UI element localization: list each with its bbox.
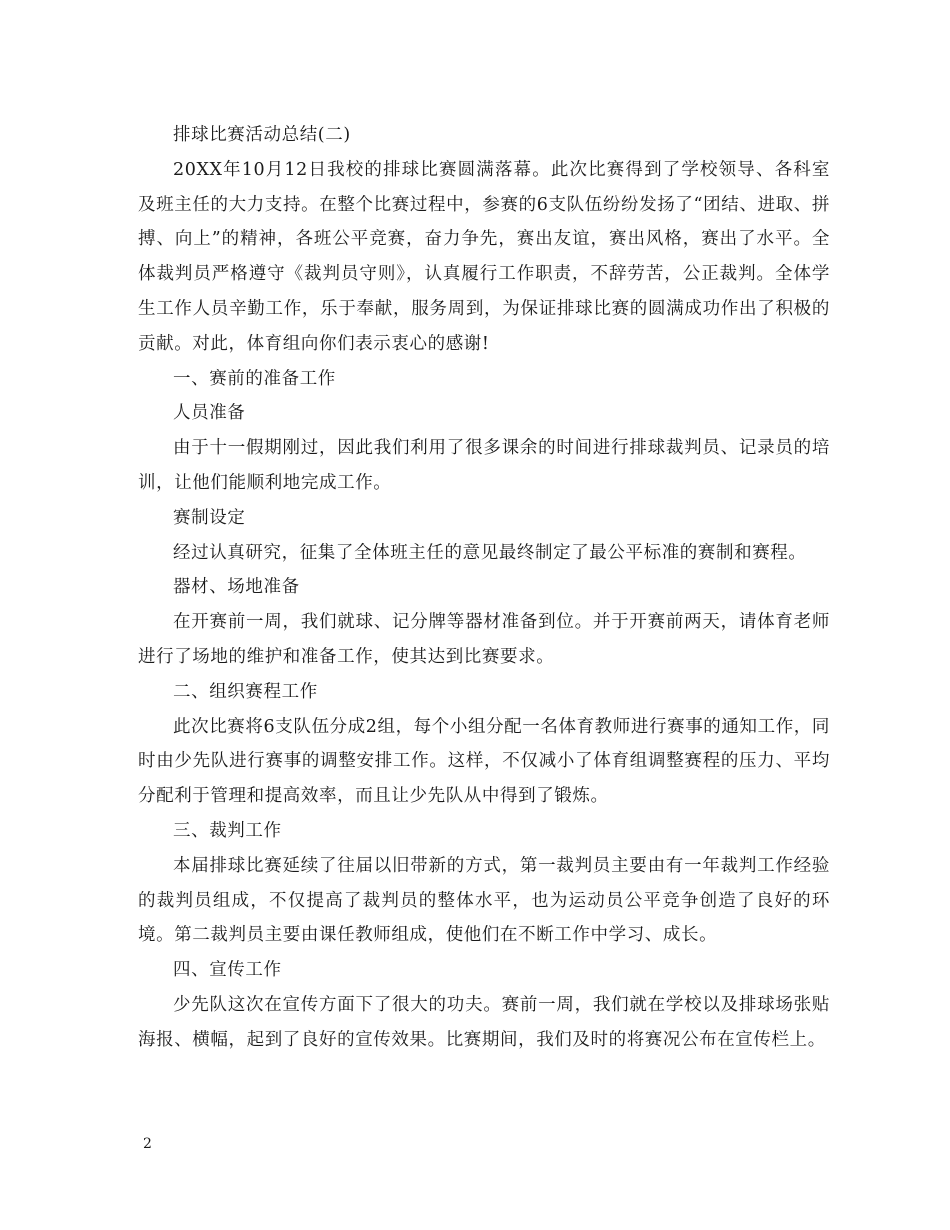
personnel-paragraph: 由于十一假期刚过，因此我们利用了很多课余的时间进行排球裁判员、记录员的培训，让他们能顺利地完成工作。 (138, 438, 830, 493)
intro-paragraph: 20XX年10月12日我校的排球比赛圆满落幕。此次比赛得到了学校领导、各科室及班主任的大力支持。在整个比赛过程中，参赛的6支队伍纷纷发扬了“团结、进取、拼搏、向上”的精神，各班公平竞赛，奋力争先，赛出友谊，赛出风格，赛出了水平。全体裁判员严格遵守《裁判员守则》，认真履行工作职责，不辞劳苦，公正裁判。全体学生工作人员辛勤工作，乐于奉献，服务周到，为保证排球比赛的圆满成功作出了积极的贡献。对此，体育组向你们表示衷心的感谢! (138, 159, 830, 354)
section-heading-preparation: 一、赛前的准备工作 (173, 368, 336, 389)
section-heading-referee: 三、裁判工作 (173, 820, 282, 841)
section-heading-publicity: 四、宣传工作 (173, 960, 282, 981)
subheading-equipment: 器材、场地准备 (173, 577, 300, 598)
equipment-paragraph: 在开赛前一周，我们就球、记分牌等器材准备到位。并于开赛前两天，请体育老师进行了场地的维护和准备工作，使其达到比赛要求。 (138, 612, 830, 667)
document-title: 排球比赛活动总结(二) (173, 125, 351, 145)
subheading-personnel: 人员准备 (173, 403, 246, 424)
referee-paragraph: 本届排球比赛延续了往届以旧带新的方式，第一裁判员主要由有一年裁判工作经验的裁判员组成，不仅提高了裁判员的整体水平，也为运动员公平竞争创造了良好的环境。第二裁判员主要由课任教师组成，使他们在不断工作中学习、成长。 (138, 855, 830, 946)
publicity-paragraph: 少先队这次在宣传方面下了很大的功夫。赛前一周，我们就在学校以及排球场张贴海报、横幅，起到了良好的宣传效果。比赛期间，我们及时的将赛况公布在宣传栏上。 (138, 994, 830, 1050)
format-paragraph: 经过认真研究，征集了全体班主任的意见最终制定了最公平标准的赛制和赛程。 (173, 542, 807, 563)
schedule-paragraph: 此次比赛将6支队伍分成2组，每个小组分配一名体育教师进行赛事的通知工作，同时由少先队进行赛事的调整安排工作。这样，不仅减小了体育组调整赛程的压力、平均分配利于管理和提高效率，而且让少先队从中得到了锻炼。 (138, 716, 830, 807)
section-heading-schedule: 二、组织赛程工作 (173, 681, 318, 702)
subheading-format: 赛制设定 (173, 507, 246, 528)
document-body (138, 118, 830, 1058)
page-number: 2 (143, 1136, 152, 1152)
